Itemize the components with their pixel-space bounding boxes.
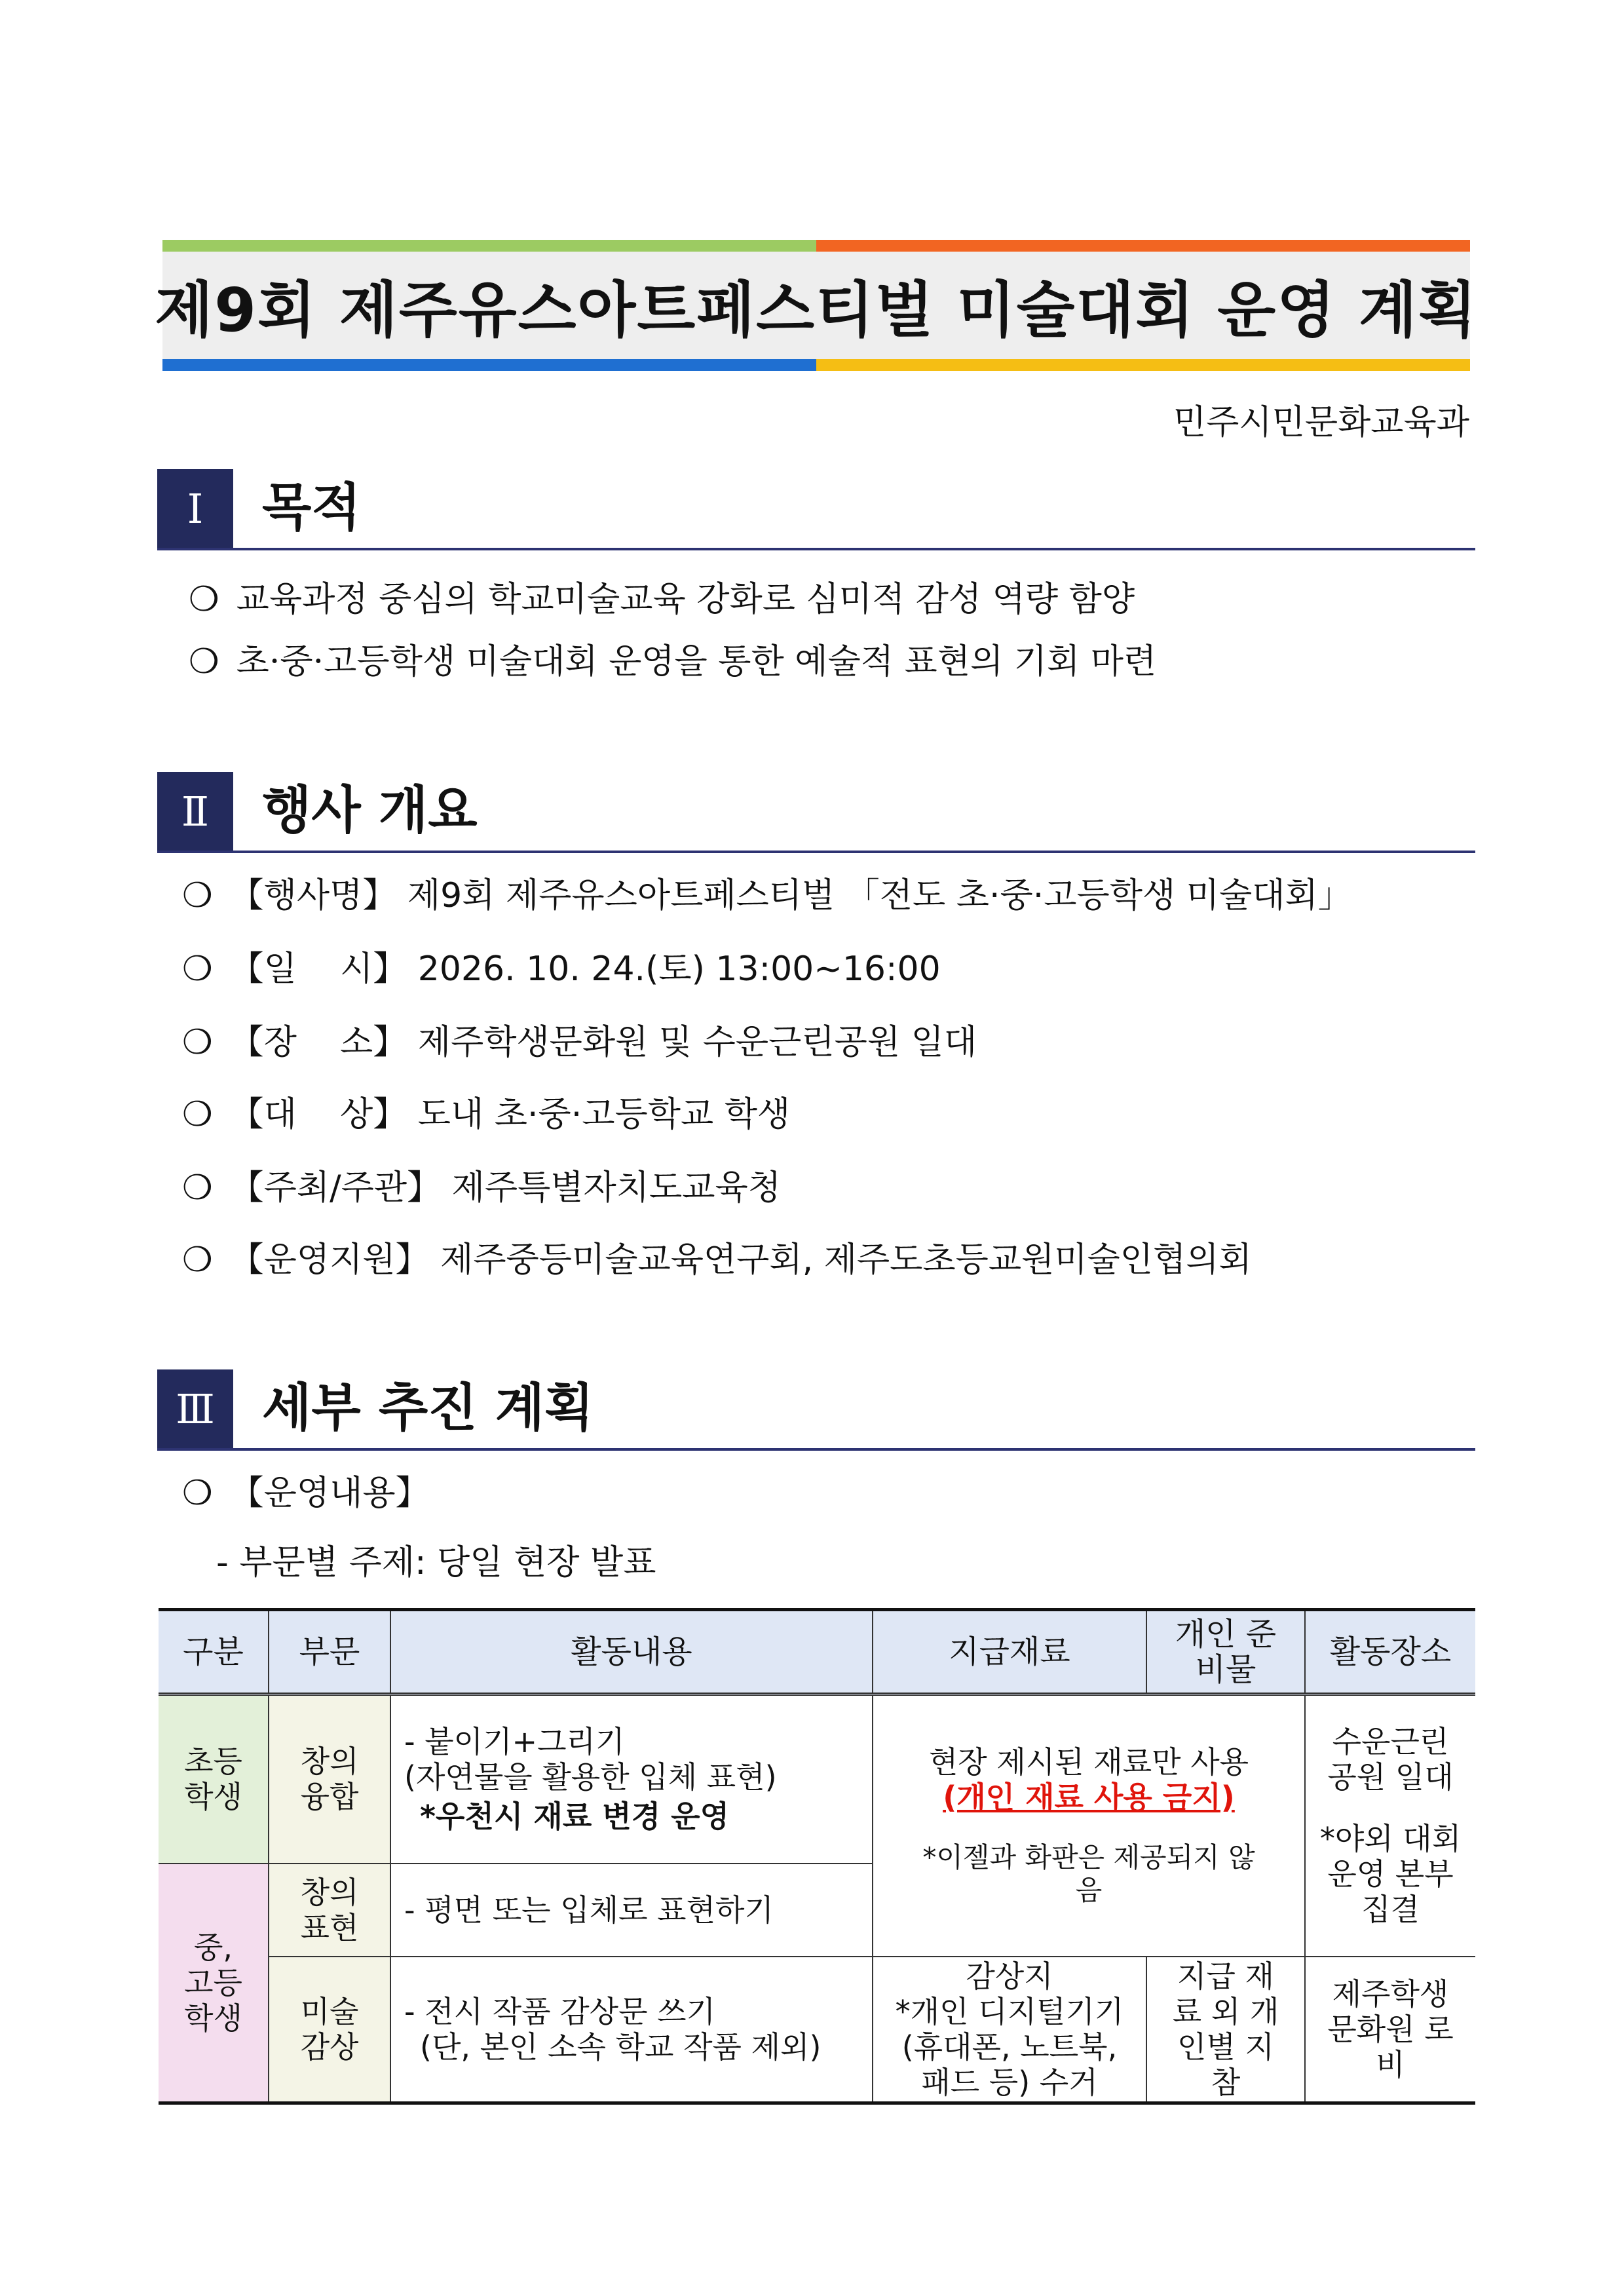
place-shared-cell: 수운근린 공원 일대 *야외 대회운영 본부 집결 bbox=[1305, 1694, 1475, 1957]
overview-key: 【장 소】 bbox=[229, 1023, 407, 1062]
table-row bbox=[159, 1694, 1475, 1864]
section-header-detail bbox=[157, 1369, 1475, 1451]
ops-label: 【운영내용】 bbox=[229, 1474, 430, 1513]
section-title: 세부 추진 계획 bbox=[262, 1379, 594, 1438]
overview-key: 【운영지원】 bbox=[229, 1240, 430, 1280]
circle-bullet-icon: ❍ bbox=[182, 1240, 213, 1280]
overview-value: 제주학생문화원 및 수운근린공원 일대 bbox=[417, 1023, 977, 1062]
activity-cell: - 붙이기+그리기 (자연물을 활용한 입체 표현) *우천시 재료 변경 운영 bbox=[390, 1694, 873, 1864]
group-cell-middle-high: 중, 고등 학생 bbox=[159, 1864, 269, 2103]
category-cell: 미술 감상 bbox=[269, 1957, 390, 2103]
section-title: 행사 개요 bbox=[262, 781, 478, 840]
ops-content-item bbox=[182, 1470, 430, 1516]
group-cell-elementary: 초등 학생 bbox=[159, 1694, 269, 1864]
header-cell: 구분 bbox=[159, 1610, 269, 1694]
personal-art-cell: 지급 재료 외 개인별 지참 bbox=[1146, 1957, 1305, 2103]
theme-line: - 부문별 주제: 당일 현장 발표 bbox=[216, 1543, 656, 1582]
category-cell: 창의 융합 bbox=[269, 1694, 390, 1864]
circle-bullet-icon: ❍ bbox=[189, 580, 219, 619]
overview-key: 【주최/주관】 bbox=[229, 1168, 442, 1208]
overview-value: 도내 초·중·고등학교 학생 bbox=[417, 1095, 791, 1134]
header-cell: 부문 bbox=[269, 1610, 390, 1694]
overview-value: 제주특별자치도교육청 bbox=[451, 1168, 781, 1208]
section-header-overview bbox=[157, 772, 1475, 853]
header-cell: 활동장소 bbox=[1305, 1610, 1475, 1694]
table-header-row bbox=[159, 1610, 1475, 1694]
section-number: Ⅰ bbox=[157, 469, 233, 548]
operation-table bbox=[159, 1608, 1475, 2105]
overview-value: 제주중등미술교육연구회, 제주도초등교원미술인협의회 bbox=[440, 1240, 1252, 1280]
overview-item bbox=[182, 1020, 977, 1065]
document-title: 제9회 제주유스아트페스티벌 미술대회 운영 계획 bbox=[155, 275, 1478, 345]
category-cell: 창의 표현 bbox=[269, 1864, 390, 1957]
circle-bullet-icon: ❍ bbox=[182, 1168, 213, 1208]
overview-key: 【행사명】 bbox=[229, 876, 397, 915]
circle-bullet-icon: ❍ bbox=[182, 876, 213, 915]
title-top-bar bbox=[162, 240, 1470, 252]
activity-cell: - 평면 또는 입체로 표현하기 bbox=[390, 1864, 873, 1957]
title-bottom-bar bbox=[162, 359, 1470, 371]
header-cell: 활동내용 bbox=[390, 1610, 873, 1694]
overview-key: 【일 시】 bbox=[229, 949, 407, 989]
overview-item bbox=[182, 873, 1352, 919]
circle-bullet-icon: ❍ bbox=[189, 642, 219, 681]
overview-item bbox=[182, 1165, 781, 1211]
department-name: 민주시민문화교육과 bbox=[1173, 403, 1469, 442]
table-row bbox=[159, 1957, 1475, 2103]
header-cell: 지급재료 bbox=[873, 1610, 1146, 1694]
overview-item bbox=[182, 1237, 1252, 1283]
overview-key: 【대 상】 bbox=[229, 1095, 407, 1134]
section-number: Ⅲ bbox=[157, 1369, 233, 1448]
circle-bullet-icon: ❍ bbox=[182, 1474, 213, 1513]
title-banner bbox=[155, 240, 1478, 371]
title-background bbox=[155, 252, 1478, 359]
circle-bullet-icon: ❍ bbox=[182, 949, 213, 989]
section-number: Ⅱ bbox=[157, 772, 233, 851]
section-title: 목적 bbox=[262, 478, 361, 537]
header-cell: 개인 준비물 bbox=[1146, 1610, 1305, 1694]
purpose-item: ❍ 초·중·고등학생 미술대회 운영을 통한 예술적 표현의 기회 마련 bbox=[189, 639, 1156, 685]
overview-item bbox=[182, 946, 941, 992]
place-art-cell: 제주학생 문화원 로비 bbox=[1305, 1957, 1475, 2103]
section-header-purpose bbox=[157, 469, 1475, 550]
circle-bullet-icon: ❍ bbox=[182, 1023, 213, 1062]
activity-cell: - 전시 작품 감상문 쓰기 (단, 본인 소속 학교 작품 제외) bbox=[390, 1957, 873, 2103]
material-art-cell: 감상지 *개인 디지털기기 (휴대폰, 노트북, 패드 등) 수거 bbox=[873, 1957, 1146, 2103]
circle-bullet-icon: ❍ bbox=[182, 1095, 213, 1134]
overview-item bbox=[182, 1092, 790, 1138]
material-shared-cell: 현장 제시된 재료만 사용 (개인 재료 사용 금지) *이젤과 화판은 제공되지 않음 bbox=[873, 1694, 1305, 1957]
overview-value: 제9회 제주유스아트페스티벌 「전도 초·중·고등학생 미술대회」 bbox=[407, 876, 1352, 915]
purpose-item: ❍ 교육과정 중심의 학교미술교육 강화로 심미적 감성 역량 함양 bbox=[189, 577, 1135, 622]
overview-value: 2026. 10. 24.(토) 13:00~16:00 bbox=[417, 949, 941, 989]
